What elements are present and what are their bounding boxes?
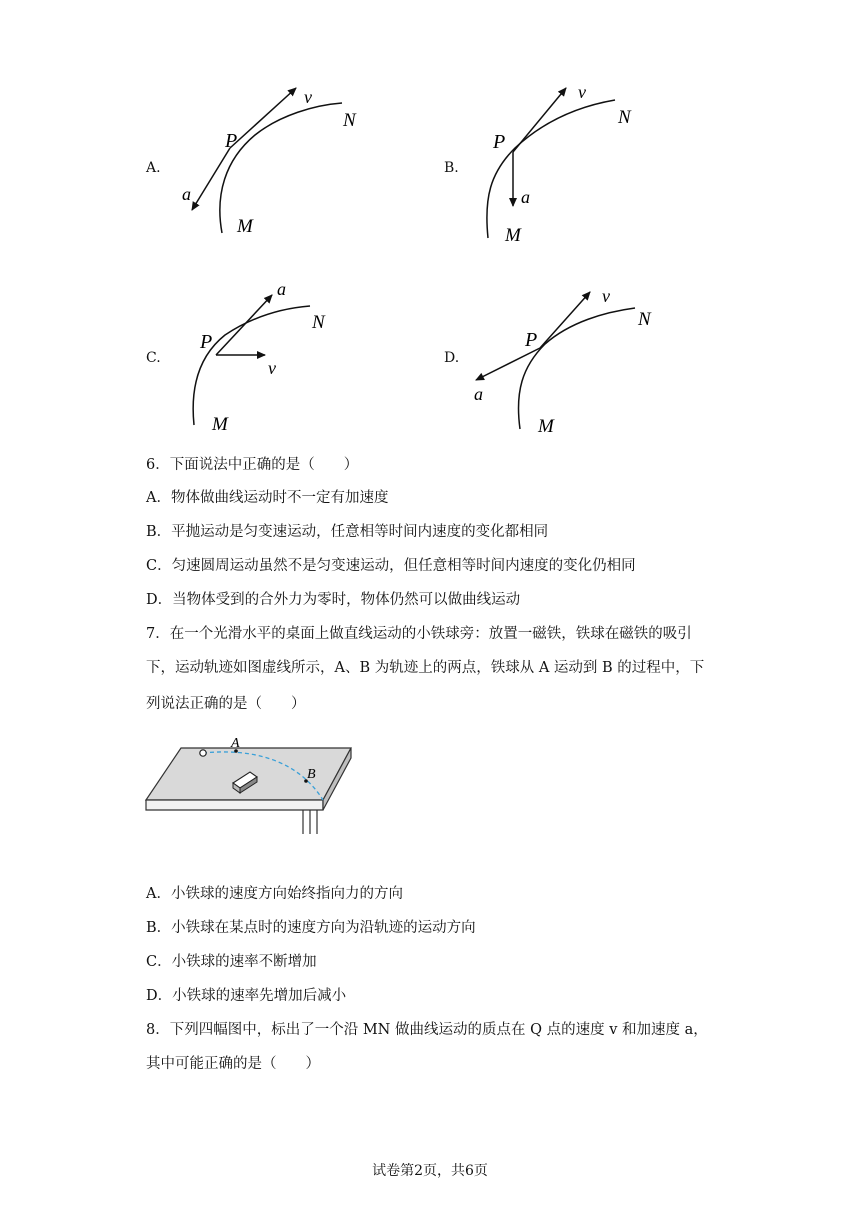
figure-b-label: B. — [444, 160, 459, 176]
figure-d-diagram — [470, 282, 670, 442]
point-m: M — [538, 416, 554, 437]
figure-d-label: D. — [444, 350, 460, 366]
question-6-option-b: B．平抛运动是匀变速运动，任意相等时间内速度的变化都相同 — [146, 524, 549, 540]
question-7-option-b: B．小铁球在某点时的速度方向为沿轨迹的运动方向 — [146, 920, 476, 936]
figure-b-diagram — [470, 78, 670, 248]
point-m: M — [505, 225, 521, 246]
figure-c-label: C. — [146, 350, 161, 366]
question-6-stem: 6．下面说法中正确的是（ ） — [146, 457, 359, 473]
question-7-stem-line-3: 列说法正确的是（ ） — [146, 696, 306, 712]
point-p: P — [493, 131, 506, 153]
point-n: N — [312, 312, 325, 333]
point-b: B — [307, 767, 316, 782]
point-p: P — [525, 329, 538, 351]
point-p: P — [200, 331, 213, 353]
point-a: A — [231, 736, 240, 751]
question-6-option-a: A．物体做曲线运动时不一定有加速度 — [146, 490, 389, 506]
point-m: M — [212, 414, 228, 435]
velocity-label: v — [268, 358, 276, 378]
figure-a-label: A. — [146, 160, 161, 176]
point-m: M — [237, 216, 253, 237]
acceleration-label: a — [521, 187, 530, 207]
point-n: N — [343, 110, 356, 131]
velocity-label: v — [304, 87, 312, 107]
magnet-table-figure — [143, 730, 363, 838]
question-7-stem-line-2: 下，运动轨迹如图虚线所示，A、B 为轨迹上的两点，铁球从 A 运动到 B 的过程中，下 — [146, 660, 705, 676]
question-6-option-d: D．当物体受到的合外力为零时，物体仍然可以做曲线运动 — [146, 592, 521, 608]
question-7-option-c: C．小铁球的速率不断增加 — [146, 954, 317, 970]
question-7-option-a: A．小铁球的速度方向始终指向力的方向 — [146, 886, 403, 902]
acceleration-label: a — [182, 184, 191, 204]
point-p: P — [225, 130, 238, 152]
figure-c-diagram — [180, 275, 360, 440]
velocity-label: v — [578, 82, 586, 102]
acceleration-label: a — [277, 279, 286, 299]
velocity-label: v — [602, 286, 610, 306]
figure-a-diagram — [170, 80, 370, 245]
question-8-stem-line-1: 8．下列四幅图中，标出了一个沿 MN 做曲线运动的质点在 Q 点的速度 v 和加速度 a， — [146, 1022, 708, 1038]
page-footer: 试卷第2页，共6页 — [372, 1163, 488, 1179]
question-6-option-c: C．匀速圆周运动虽然不是匀变速运动，但任意相等时间内速度的变化仍相同 — [146, 558, 636, 574]
point-n: N — [638, 309, 651, 330]
question-7-option-d: D．小铁球的速率先增加后减小 — [146, 988, 347, 1004]
point-n: N — [618, 107, 631, 128]
acceleration-label: a — [474, 384, 483, 404]
question-7-stem-line-1: 7．在一个光滑水平的桌面上做直线运动的小铁球旁：放置一磁铁，铁球在磁铁的吸引 — [146, 626, 692, 642]
question-8-stem-line-2: 其中可能正确的是（ ） — [146, 1056, 320, 1072]
